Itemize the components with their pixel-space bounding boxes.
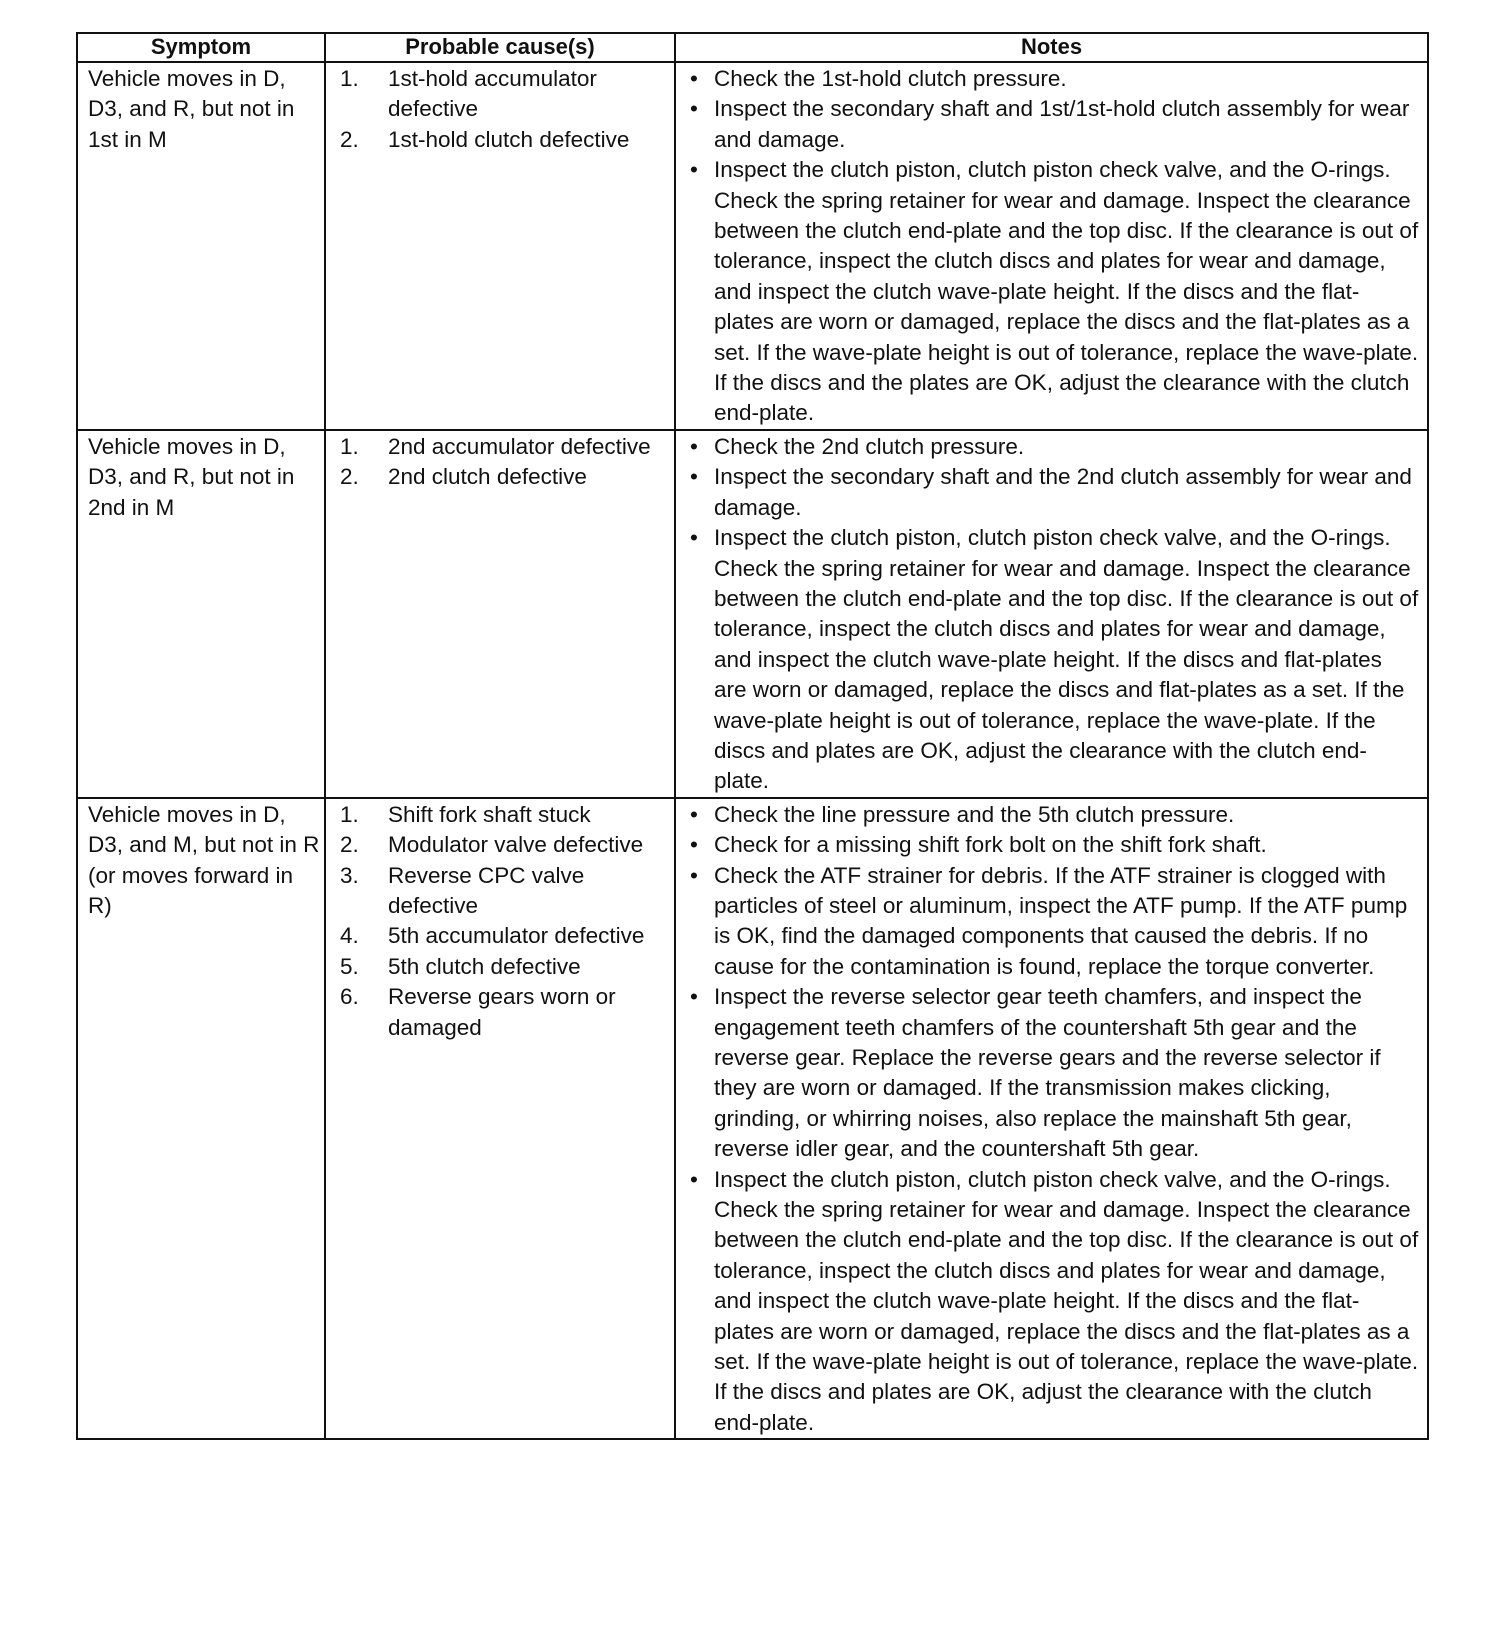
cause-item <box>340 64 670 125</box>
notes-cell <box>675 798 1428 1440</box>
cause-text: 1st-hold clutch defective <box>388 126 630 152</box>
bullet-icon: • <box>690 464 698 490</box>
note-text: Check the line pressure and the 5th clutch pressure. <box>714 801 1235 827</box>
cause-item <box>340 125 670 155</box>
bullet-icon: • <box>690 832 698 858</box>
symptom-cell: Vehicle moves in D, D3, and R, but not in 2nd in M <box>77 430 325 798</box>
cause-text: Reverse gears worn or damaged <box>388 984 616 1040</box>
cause-item <box>340 462 670 492</box>
note-text: Inspect the secondary shaft and 1st/1st-hold clutch assembly for wear and damage. <box>714 96 1410 152</box>
bullet-icon: • <box>690 801 698 827</box>
cause-number: 1. <box>340 66 359 91</box>
header-probable-causes: Probable cause(s) <box>325 33 675 62</box>
cause-number: 2. <box>340 832 359 858</box>
cause-list <box>340 800 670 1043</box>
bullet-icon: • <box>690 96 698 122</box>
note-item <box>688 861 1419 983</box>
bullet-icon: • <box>690 862 698 888</box>
symptom-cell: Vehicle moves in D, D3, and M, but not in R (or moves forward in R) <box>77 798 325 1440</box>
note-text: Check the 2nd clutch pressure. <box>714 433 1025 459</box>
cause-number: 1. <box>340 433 359 459</box>
bullet-icon: • <box>690 433 698 459</box>
note-item <box>688 155 1419 429</box>
cause-item <box>340 982 670 1043</box>
table-header-row <box>77 33 1428 62</box>
note-text: Check for a missing shift fork bolt on the shift fork shaft. <box>714 832 1267 858</box>
cause-text: 2nd clutch defective <box>388 464 587 490</box>
cause-number: 5. <box>340 953 359 979</box>
note-item <box>688 523 1419 797</box>
note-list <box>688 432 1419 797</box>
note-item <box>688 830 1419 860</box>
cause-text: Reverse CPC valve defective <box>388 862 585 918</box>
note-text: Inspect the secondary shaft and the 2nd clutch assembly for wear and damage. <box>714 464 1412 520</box>
bullet-icon: • <box>690 66 698 91</box>
note-item <box>688 800 1419 830</box>
note-text: Inspect the reverse selector gear teeth chamfers, and inspect the engagement teeth chamfers of the countershaft 5th gear and the reverse gear. Replace the reverse gears and the reverse selector if they are worn or damaged. If the transmission makes clicking, grinding, or whirring noises, also replace the mainshaft 5th gear, reverse idler gear, and the countershaft 5th gear. <box>714 984 1381 1162</box>
table-row <box>77 62 1428 430</box>
notes-cell <box>675 62 1428 430</box>
cause-number: 1. <box>340 801 359 827</box>
note-item <box>688 64 1419 94</box>
notes-cell <box>675 430 1428 798</box>
cause-text: 1st-hold accumulator defective <box>388 66 597 122</box>
note-item <box>688 432 1419 462</box>
cause-list <box>340 432 670 493</box>
cause-item <box>340 921 670 951</box>
bullet-icon: • <box>690 157 698 183</box>
cause-number: 4. <box>340 923 359 949</box>
cause-number: 6. <box>340 984 359 1010</box>
header-symptom: Symptom <box>77 33 325 62</box>
cause-item <box>340 952 670 982</box>
table-row <box>77 430 1428 798</box>
note-list <box>688 800 1419 1439</box>
cause-item <box>340 432 670 462</box>
note-list <box>688 64 1419 429</box>
bullet-icon: • <box>690 984 698 1010</box>
cause-list <box>340 64 670 155</box>
cause-text: Modulator valve defective <box>388 832 644 858</box>
note-text: Inspect the clutch piston, clutch piston check valve, and the O-rings. Check the spring retainer for wear and damage. Inspect the clearance between the clutch end-plate and the top disc. If the clearance is out of tolerance, inspect the clutch discs and plates for wear and damage, and inspect the clutch wave-plate height. If the discs and the flat-plates are worn or damaged, replace the discs and the flat-plates as a set. If the wave-plate height is out of tolerance, replace the wave-plate. If the discs and plates are OK, adjust the clearance with the clutch end-plate. <box>714 1166 1419 1435</box>
cause-text: 5th accumulator defective <box>388 923 645 949</box>
header-notes: Notes <box>675 33 1428 62</box>
cause-item <box>340 861 670 922</box>
cause-text: 5th clutch defective <box>388 953 581 979</box>
symptom-cell: Vehicle moves in D, D3, and R, but not in 1st in M <box>77 62 325 430</box>
note-item <box>688 94 1419 155</box>
note-item <box>688 1165 1419 1439</box>
cause-text: 2nd accumulator defective <box>388 433 651 459</box>
note-text: Inspect the clutch piston, clutch piston check valve, and the O-rings. Check the spring retainer for wear and damage. Inspect the clearance between the clutch end-plate and the top disc. If the clearance is out of tolerance, inspect the clutch discs and plates for wear and damage, and inspect the clutch wave-plate height. If the discs and the flat-plates are worn or damaged, replace the discs and the flat-plates as a set. If the wave-plate height is out of tolerance, replace the wave-plate. If the discs and the plates are OK, adjust the clearance with the clutch end-plate. <box>714 157 1419 426</box>
causes-cell <box>325 798 675 1440</box>
cause-text: Shift fork shaft stuck <box>388 801 591 827</box>
causes-cell <box>325 430 675 798</box>
cause-number: 3. <box>340 862 359 888</box>
causes-cell <box>325 62 675 430</box>
note-text: Inspect the clutch piston, clutch piston check valve, and the O-rings. Check the spring retainer for wear and damage. Inspect the clearance between the clutch end-plate and the top disc. If the clearance is out of tolerance, inspect the clutch discs and plates for wear and damage, and inspect the clutch wave-plate height. If the discs and flat-plates are worn or damaged, replace the discs and flat-plates as a set. If the wave-plate height is out of tolerance, replace the wave-plate. If the discs and plates are OK, adjust the clearance with the clutch end-plate. <box>714 525 1419 794</box>
cause-item <box>340 800 670 830</box>
note-item <box>688 982 1419 1164</box>
troubleshooting-table <box>76 32 1429 1440</box>
note-text: Check the 1st-hold clutch pressure. <box>714 66 1067 91</box>
cause-number: 2. <box>340 126 359 152</box>
note-text: Check the ATF strainer for debris. If the ATF strainer is clogged with particles of steel or aluminum, inspect the ATF pump. If the ATF pump is OK, find the damaged components that caused the debris. If no cause for the contamination is found, replace the torque converter. <box>714 862 1408 979</box>
cause-number: 2. <box>340 464 359 490</box>
bullet-icon: • <box>690 1166 698 1192</box>
bullet-icon: • <box>690 525 698 551</box>
note-item <box>688 462 1419 523</box>
table-row <box>77 798 1428 1440</box>
cause-item <box>340 830 670 860</box>
